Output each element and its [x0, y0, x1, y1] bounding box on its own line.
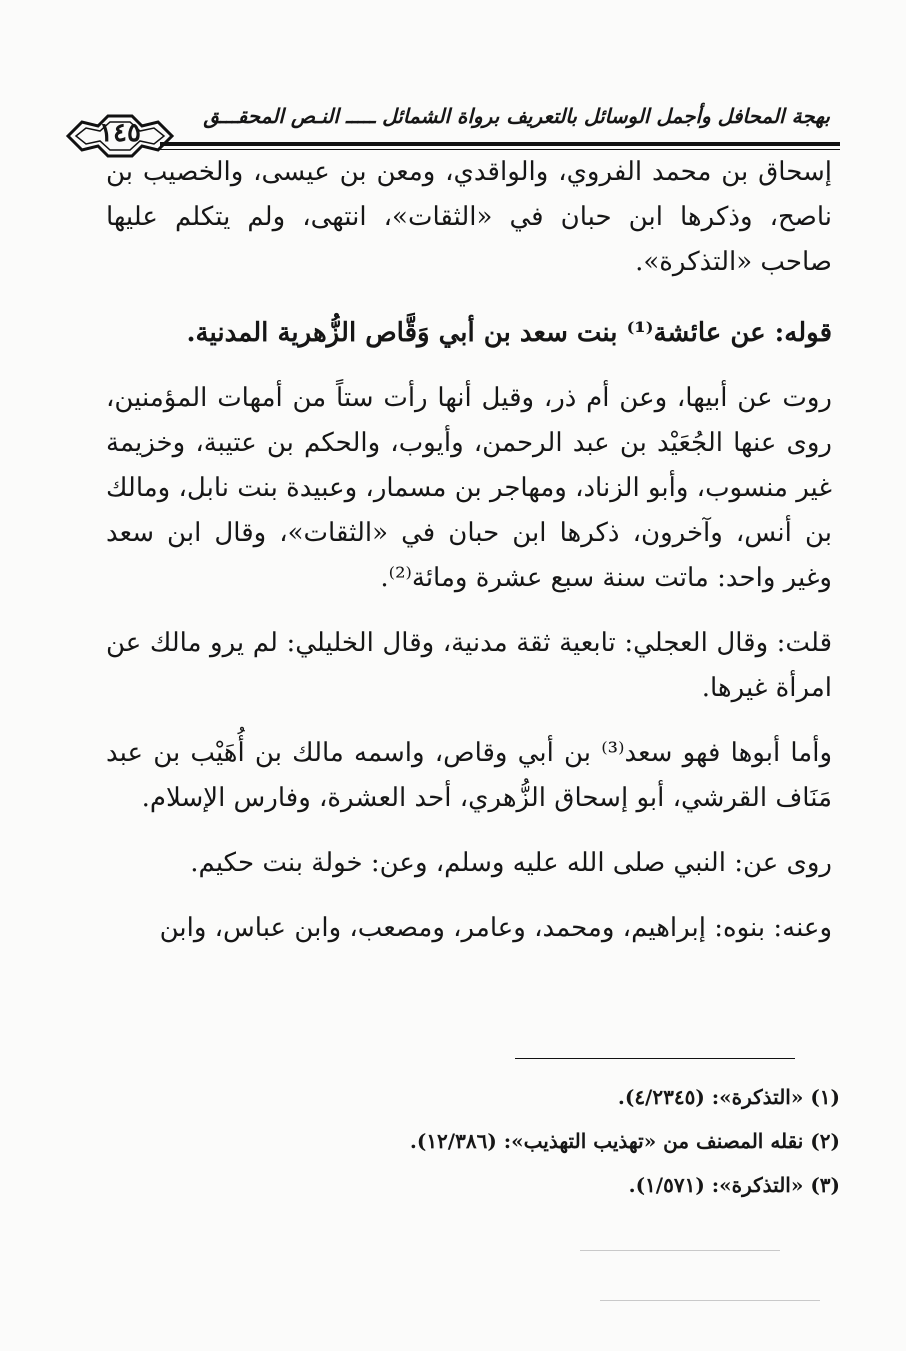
paragraph-note: قلت: وقال العجلي: تابعية ثقة مدنية، وقال الخليلي: لم يرو مالك عن امرأة غيرها. — [106, 628, 832, 703]
footnotes — [300, 1075, 840, 1207]
paragraph-narrated-by: وعنه: بنوه: إبراهيم، ومحمد، وعامر، ومصعب، وابن عباس، وابن — [159, 913, 832, 943]
running-title: بهجة المحافل وأجمل الوسائل بالتعريف برواة الشمائل ـــــ النـص المحقـــق — [203, 104, 830, 128]
main-text — [106, 150, 832, 951]
footnote-divider — [515, 1058, 795, 1059]
paragraph-father: وأما أبوها فهو سعد⁽³⁾ بن أبي وقاص، واسمه مالك بن أُهَيْب بن عبد مَنَاف القرشي، أبو إسحاق الزُّهري، أحد العشرة، وفارس الإسلام. — [106, 738, 833, 813]
paragraph-continuation: إسحاق بن محمد الفروي، والواقدي، ومعن بن عيسى، والخصيب بن ناصح، وذكرها ابن حبان في «الثقات»، انتهى، ولم يتكلم عليها صاحب «التذكرة». — [106, 157, 832, 277]
paragraph-narrated-from: روى عن: النبي صلى الله عليه وسلم، وعن: خولة بنت حكيم. — [190, 848, 832, 878]
section-heading: قوله: عن عائشة⁽¹⁾ بنت سعد بن أبي وَقَّاص الزُّهرية المدنية. — [186, 318, 832, 348]
footnote-3: (٣) «التذكرة»: (١/٥٧١). — [628, 1173, 840, 1197]
footnote-1: (١) «التذكرة»: (٤/٢٣٤٥). — [617, 1085, 840, 1109]
scan-artifact — [580, 1250, 780, 1251]
page-number: ١٤٥ — [99, 118, 141, 148]
scan-artifact — [600, 1300, 820, 1301]
paragraph-biography: روت عن أبيها، وعن أم ذر، وقيل أنها رأت ستاً من أمهات المؤمنين، روى عنها الجُعَيْد بن عبد الرحمن، وأيوب، والحكم بن عتيبة، وخزيمة غير منسوب، وأبو الزناد، ومهاجر بن مسمار، وعبيدة بنت نابل، ومالك بن أنس، وآخرون، ذكرها ابن حبان في «الثقات»، وقال ابن سعد وغير واحد: ماتت سنة سبع عشرة ومائة⁽²⁾. — [106, 383, 832, 593]
footnote-2: (٢) نقله المصنف من «تهذيب التهذيب»: (١٢/٣٨٦). — [409, 1129, 840, 1153]
header-rule-thick — [160, 142, 840, 146]
